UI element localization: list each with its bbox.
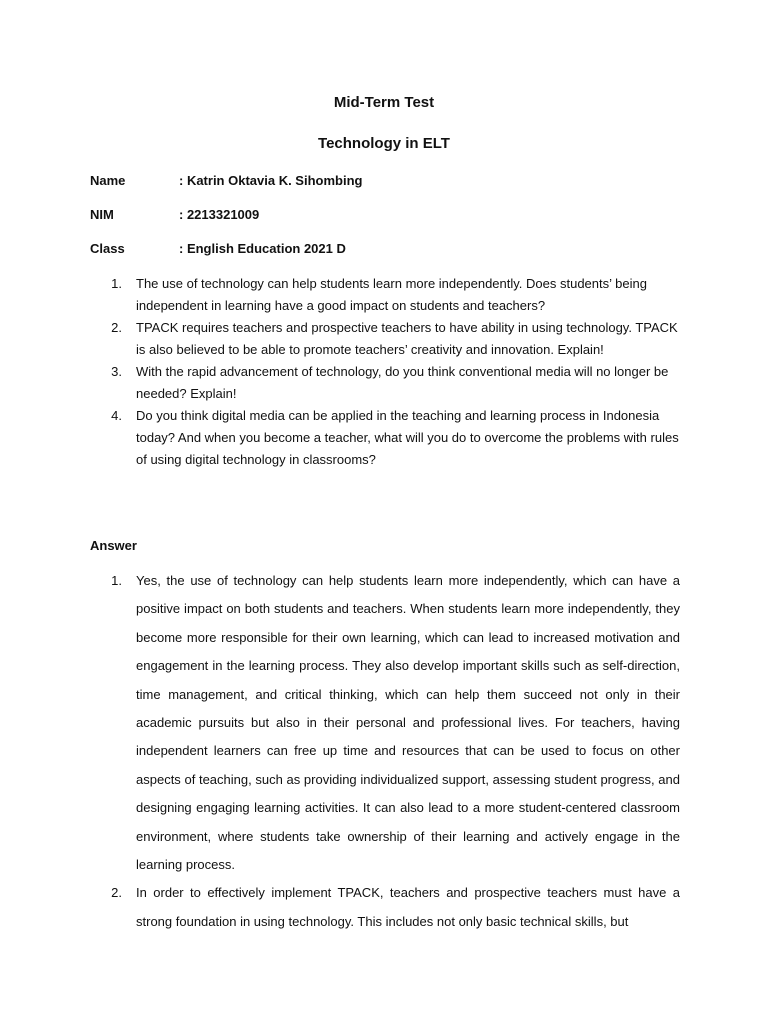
answer-item [90,879,680,936]
question-text: Do you think digital media can be applied in the teaching and learning process in Indonesia today? And when you become a teacher, what will you do to overcome the problems with rules of using digital technology in classrooms? [136,408,679,467]
answer-item [90,567,680,879]
question-item [90,273,680,317]
info-row-class [90,241,346,256]
class-label: Class [90,241,125,256]
question-item [90,361,680,405]
info-row-nim [90,207,259,222]
info-row-name [90,173,362,188]
class-value: : English Education 2021 D [179,241,346,256]
answer-number: 1. [111,573,122,588]
document-subtitle: Technology in ELT [318,135,450,152]
question-text: TPACK requires teachers and prospective teachers to have ability in using technology. TPACK is also believed to be able to promote teachers’ creativity and innovation. Explain! [136,320,678,357]
question-text: The use of technology can help students learn more independently. Does students’ being independent in learning have a good impact on students and teachers? [136,276,647,313]
answer-heading: Answer [90,538,137,553]
document-title: Mid-Term Test [333,94,435,111]
answer-list [90,567,680,936]
question-number: 4. [111,408,122,423]
question-list [90,273,680,471]
name-value: : Katrin Oktavia K. Sihombing [179,173,363,188]
question-item [90,405,680,471]
question-item [90,317,680,361]
answer-number: 2. [111,885,122,901]
nim-label: NIM [90,207,114,222]
question-number: 3. [111,364,122,379]
nim-value: : 2213321009 [179,207,260,222]
name-label: Name [90,173,126,188]
question-text: With the rapid advancement of technology, do you think conventional media will no longer be needed? Explain! [136,364,669,401]
question-number: 2. [111,320,122,335]
question-number: 1. [111,276,122,291]
answer-text: In order to effectively implement TPACK, teachers and prospective teachers must have a strong foundation in using technology. This includes not only basic technical skills, but [136,885,680,929]
answer-text: Yes, the use of technology can help students learn more independently, which can have a positive impact on both students and teachers. When students learn more independently, they become more responsible for their own learning, which can lead to increased motivation and engagement in the learning process. They also develop important skills such as self-direction, time management, and critical thinking, which can help them succeed not only in their academic pursuits but also in their personal and professional lives. For teachers, having independent learners can free up time and resources that can be used to focus on other aspects of teaching, such as providing individualized support, assessing student progress, and designing engaging learning activities. It can also lead to a more student-centered classroom environment, where students take ownership of their learning and actively engage in the learning process. [136,573,680,873]
